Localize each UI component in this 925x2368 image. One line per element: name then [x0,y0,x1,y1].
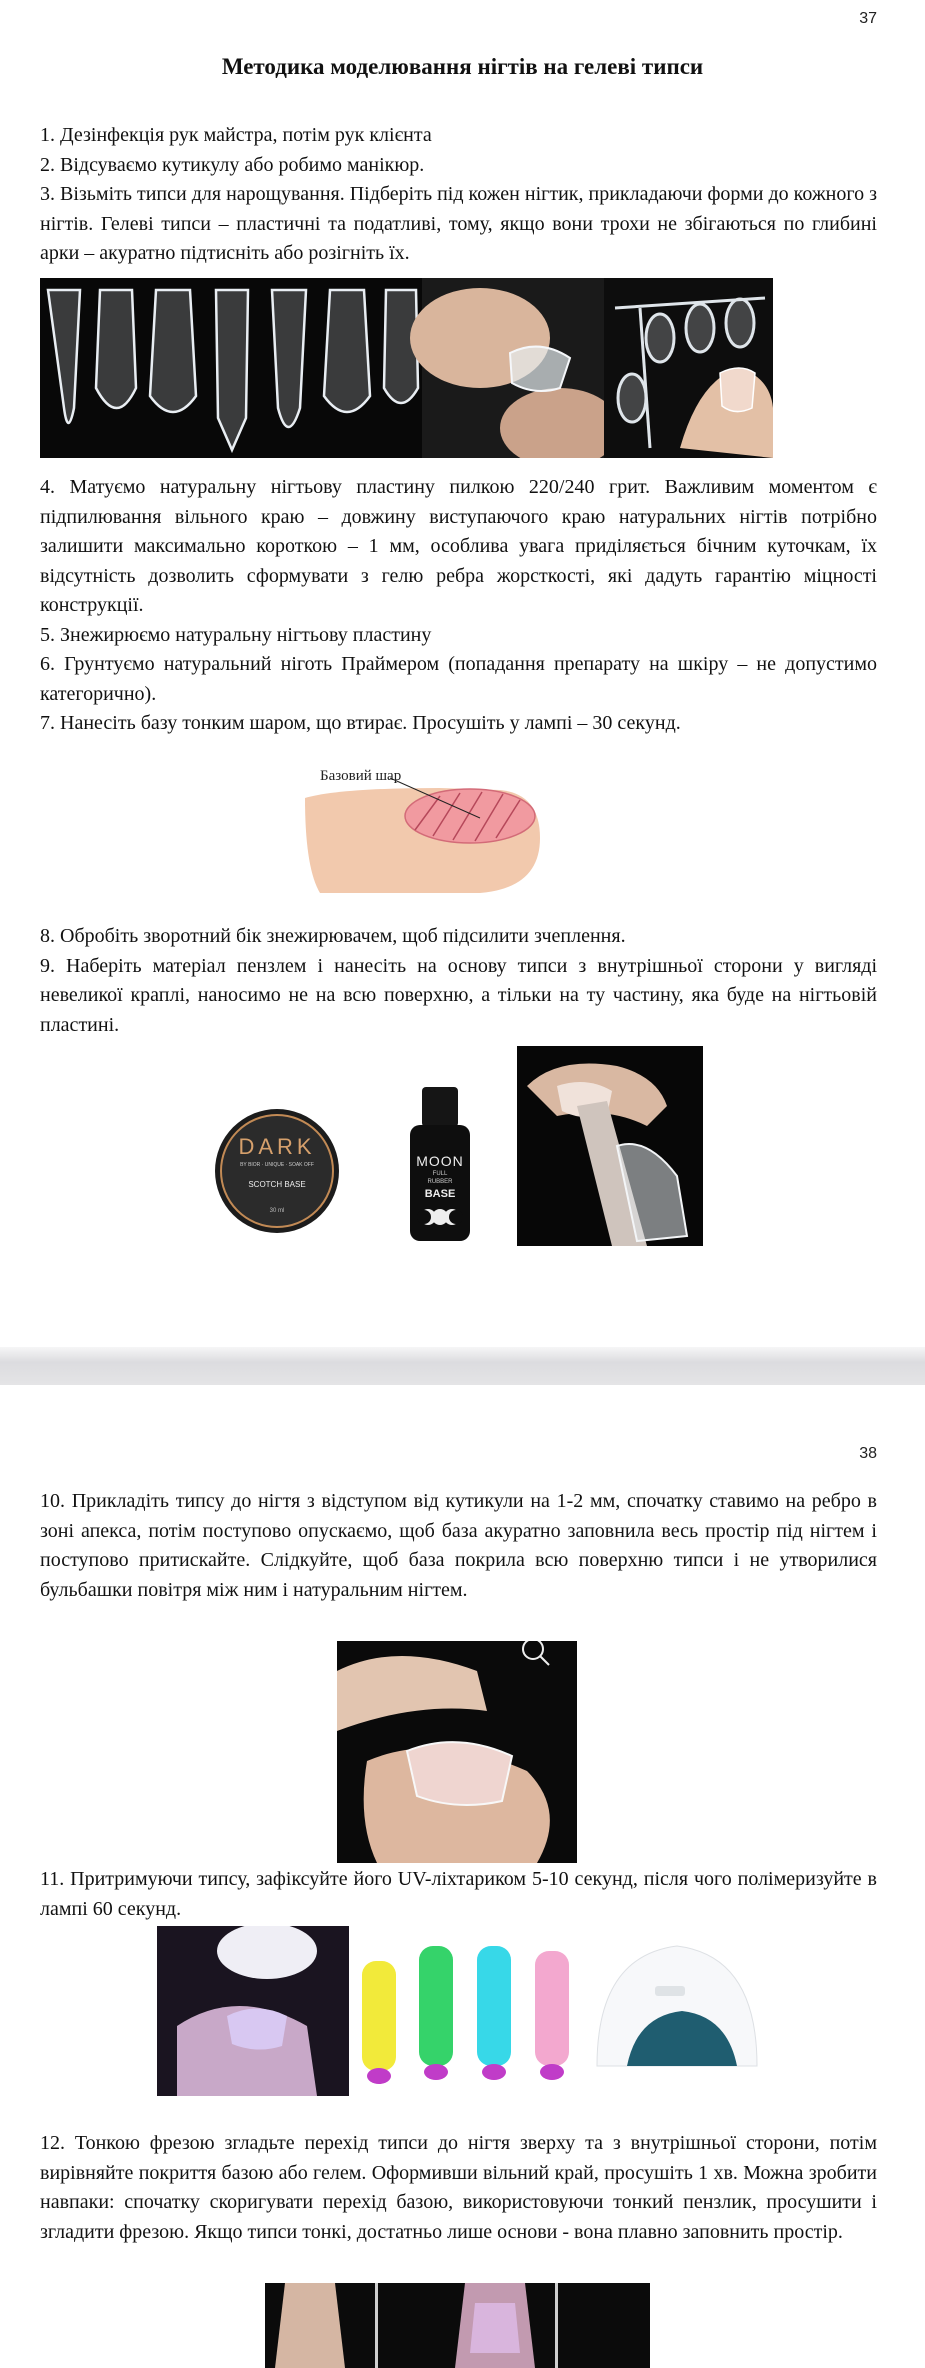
step-7: 7. Нанесіть базу тонким шаром, що втирає. Просушіть у лампі – 30 секунд. [40,712,681,734]
bottle-brand: MOON [416,1153,464,1169]
steps-4-7 [40,473,877,739]
step-11-block [40,1865,877,1924]
step-8: 8. Обробіть зворотний бік знежирювачем, щоб підсилити зчеплення. [40,925,626,947]
steps-8-9 [40,922,877,1040]
step-5: 5. Знежирюємо натуральну нігтьову пластину [40,623,432,646]
step-6: 6. Грунтуємо натуральний ніготь Праймером (попадання препарату на шкіру – не допустимо категорично). [40,653,877,705]
step-9: 9. Наберіть матеріал пензлем і нанесіть на основу типси з внутрішньої сторони у вигляді невеликої краплі, наносимо не на всю поверхню, а тільки на ту частину, яка буде на нігтьовій пластині. [40,954,877,1036]
bottle-product: BASE [424,1188,456,1200]
tips-photo-strip [40,278,773,458]
step-2: 2. Відсуваємо кутикулу або робимо манікюр. [40,153,425,176]
steps-1-3 [40,121,877,269]
page-separator [0,1347,925,1385]
step-1: 1. Дезінфекція рук майстра, потім рук клієнта [40,124,432,146]
jar-product: SCOTCH BASE [248,1180,306,1189]
brush-application-photo [517,1046,703,1246]
jar-volume: 30 ml [269,1208,285,1214]
moon-rubber-base-bottle [400,1085,480,1243]
filing-photos [265,2283,650,2368]
step-11: 11. Притримуючи типсу, зафіксуйте його UV-ліхтариком 5-10 секунд, після чого полімеризуйте в лампі 60 секунд. [40,1868,877,1920]
bottle-line: FULL [432,1171,448,1177]
uv-curing-photos [157,1926,761,2096]
step-12-block [40,2129,877,2247]
dark-scotch-base-jar [213,1096,341,1246]
step-10-block [40,1487,877,1605]
step-4: 4. Матуємо натуральну нігтьову пластину пилкою 220/240 грит. Важливим моментом є підпилювання вільного краю – довжину виступаючого краю натуральних нігтів потрібно залишити максимально короткою – 1 мм, особлива увага приділяється бічним куточкам, їх відсутність дозволить сформувати з гелю ребра жорсткості, які дадуть гарантію міцності конструкції. [40,476,877,616]
page-number: 37 [859,10,877,27]
base-layer-diagram [300,758,580,908]
step-12: 12. Тонкою фрезою згладьте перехід типси до нігтя зверху та з внутрішньої сторони, потім вирівняйте покриття базою або гелем. Оформивши вільний край, просушіть 1 хв. Можна зробити навпаки: спочатку скоригувати перехід базою, використовуючи тонкий пензлик, просушити і згладити фрезою. Якщо типси тонкі, достатньо лише основи - вона плавно заповнить простір. [40,2132,877,2243]
step-10: 10. Прикладіть типсу до нігтя з відступом від кутикули на 1-2 мм, спочатку ставимо на ребро в зоні апекса, потім поступово опускаємо, щоб база акуратно заповнила весь простір під нігтем і поступово притискайте. Слідкуйте, щоб база покрила всю поверхню типси і не утворилися бульбашки повітря між ним і натуральним нігтем. [40,1490,877,1601]
page-title: Методика моделювання нігтів на гелеві типси [221,54,704,79]
tip-application-photo [337,1641,577,1863]
step-3: 3. Візьміть типси для нарощування. Підберіть під кожен нігтик, прикладаючи форми до кожного з нігтів. Гелеві типси – пластичні та податливі, тому, якщо вони трохи не збігаються по глибині арки – акуратно підтисніть або розігніть їх. [40,183,877,264]
page-38 [0,1385,925,2368]
tips-illustration [40,278,773,458]
base-layer-label: Базовий шар [320,768,402,784]
jar-brand: DARK [238,1134,316,1159]
bottle-sub: RUBBER [427,1179,453,1185]
page-number: 38 [859,1445,877,1462]
jar-subtitle: BY BIOR · UNIQUE · SOAK OFF [240,1162,314,1168]
